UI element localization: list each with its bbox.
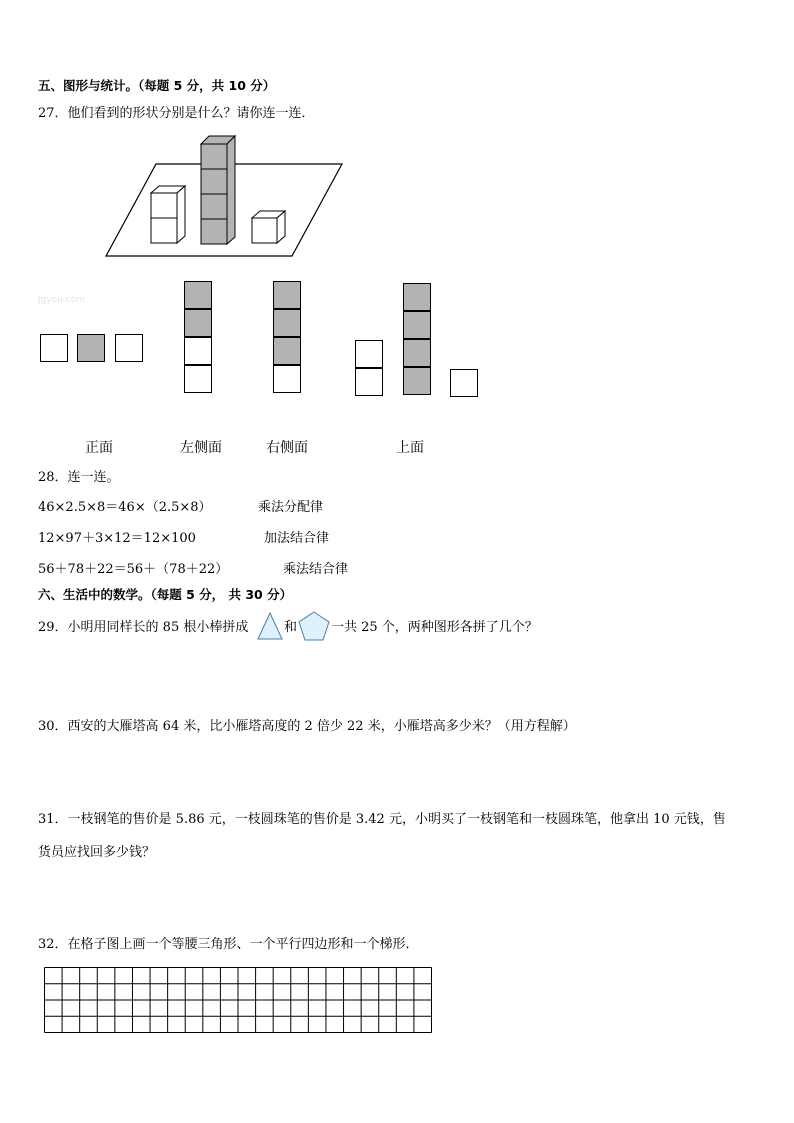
triangle-icon (256, 611, 284, 641)
view-square (115, 334, 143, 362)
view-square (450, 369, 478, 397)
equation-1: 46×2.5×8＝46×（2.5×8） (38, 500, 212, 515)
drawing-grid[interactable] (44, 967, 432, 1033)
pentagon-icon (297, 610, 331, 642)
view-square-shaded (403, 283, 431, 311)
equation-2: 12×97＋3×12＝12×100 (38, 531, 196, 546)
section-5-heading: 五、图形与统计。（每题 5 分，共 10 分） (38, 78, 276, 93)
view-square-shaded (77, 334, 105, 362)
view-square (273, 365, 301, 393)
section-6-heading: 六、生活中的数学。（每题 5 分， 共 30 分） (38, 587, 293, 602)
view-square-shaded (403, 367, 431, 395)
question-31-line1: 31．一枝钢笔的售价是 5.86 元，一枝圆珠笔的售价是 3.42 元，小明买了一枝钢笔和一枝圆珠笔，他拿出 10 元钱，售 (38, 812, 726, 827)
view-square-shaded (403, 311, 431, 339)
law-label-1: 乘法分配律 (258, 500, 324, 515)
view-square (355, 368, 383, 396)
view-square (40, 334, 68, 362)
view-square (184, 337, 212, 365)
view-square (184, 365, 212, 393)
question-29-part1: 29．小明用同样长的 85 根小棒拼成 (38, 620, 249, 635)
question-29-part2: 和 (284, 620, 298, 635)
view-label-top: 上面 (396, 440, 424, 456)
view-label-left: 左侧面 (180, 440, 222, 456)
question-27-text: 27．他们看到的形状分别是什么？请你连一连． (38, 106, 315, 121)
view-label-right: 右侧面 (266, 440, 308, 456)
block-stack-figure (100, 130, 350, 262)
view-label-front: 正面 (85, 440, 113, 456)
view-square-shaded (184, 309, 212, 337)
question-29-part3: 一共 25 个，两种图形各拼了几个？ (331, 620, 538, 635)
left-cube-stack (151, 186, 185, 243)
question-32-text: 32．在格子图上画一个等腰三角形、一个平行四边形和一个梯形． (38, 937, 419, 952)
view-square (355, 340, 383, 368)
question-28-text: 28．连一连。 (38, 470, 120, 485)
law-label-2: 加法结合律 (264, 531, 330, 546)
equation-3: 56＋78＋22＝56＋（78＋22） (38, 562, 229, 577)
view-square-shaded (273, 281, 301, 309)
tall-cube-stack (201, 136, 235, 244)
view-square-shaded (184, 281, 212, 309)
view-square-shaded (273, 309, 301, 337)
question-30-text: 30．西安的大雁塔高 64 米，比小雁塔高度的 2 倍少 22 米，小雁塔高多少米？（用方程解） (38, 719, 576, 734)
single-cube (252, 211, 285, 243)
law-label-3: 乘法结合律 (283, 562, 349, 577)
watermark-text: Jgyou.com (38, 295, 85, 305)
view-square-shaded (403, 339, 431, 367)
question-31-line2: 货员应找回多少钱？ (38, 845, 156, 860)
view-square-shaded (273, 337, 301, 365)
